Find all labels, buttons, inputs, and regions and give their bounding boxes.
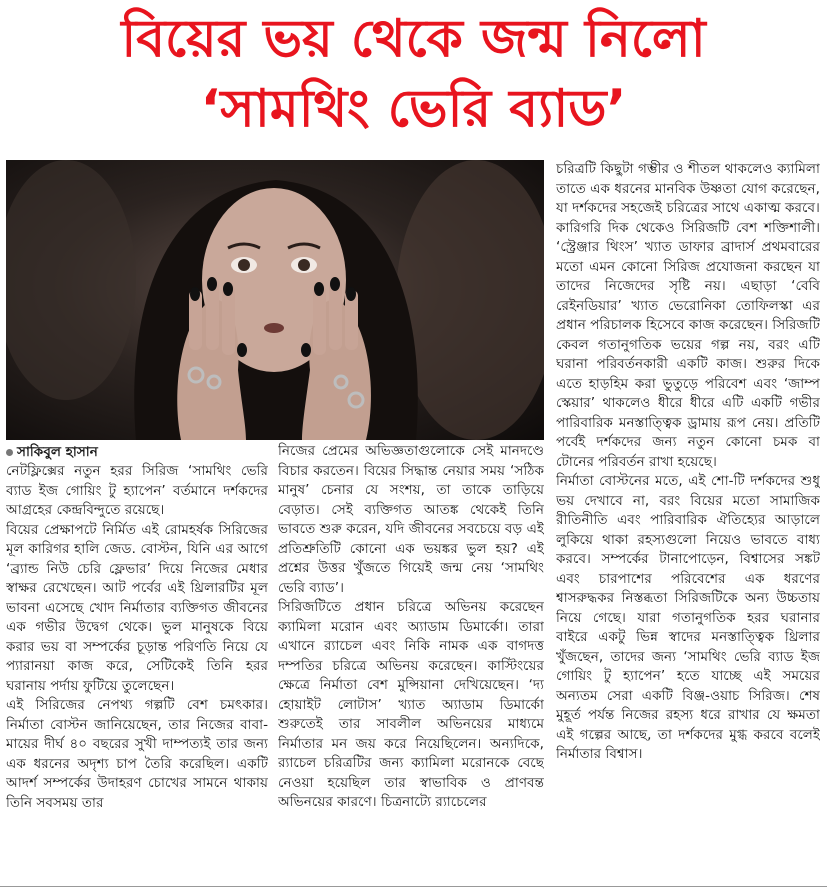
- article-photo: [6, 160, 544, 440]
- paragraph: নেটফ্লিক্সের নতুন হরর সিরিজ ‘সামথিং ভেরি ব্যাড ইজ গোয়িং টু হ্যাপেন’ বর্তমানে দর্শকদের আগ্রহের কেন্দ্রবিন্দুতে রয়েছে।: [6, 463, 268, 518]
- bullet-icon: [6, 449, 13, 456]
- author-byline: [6, 443, 98, 462]
- headline-line-2: ‘সামথিং ভেরি ব্যাড’: [200, 79, 627, 139]
- paragraph: সিরিজটিতে প্রধান চরিত্রে অভিনয় করেছেন ক্যামিলা মরোন এবং অ্যাডাম ডিমার্কো। তারা এখানে র‍্যাচেল এবং নিকি নামক এক বাগদত্ত দম্পতির চরিত্রে অভিনয় করেছেন। কাস্টিংয়ের ক্ষেত্রে নির্মাতা বেশ মুন্সিয়ানা দেখিয়েছেন। ‘দ্য হোয়াইট লোটাস’ খ্যাত অ্যাডাম ডিমার্কো শুরুতেই তার সাবলীল অভিনয়ের মাধ্যমে নির্মাতার মন জয় করে নিয়েছিলেন। অন্যদিকে, র‍্যাচেল চরিত্রটির জন্য ক্যামিলা মরোনকে বেছে নেওয়া হয়েছিল তার স্বাভাবিক ও প্রাণবন্ত অভিনয়ের কারণে। চিত্রনাট্যে র‍্যাচেলের: [278, 599, 544, 810]
- photo-illustration: [6, 160, 544, 440]
- article-column-3: [556, 160, 820, 882]
- paragraph: নিজের প্রেমের অভিজ্ঞতাগুলোকে সেই মানদণ্ডে বিচার করতেন। বিয়ের সিদ্ধান্ত নেয়ার সময় ‘সঠিক মানুষ’ চেনার যে সংশয়, তা তাকে তাড়িয়ে বেড়াত। সেই ব্যক্তিগত আতঙ্ক থেকেই তিনি ভাবতে শুরু করেন, যদি জীবনের সবচেয়ে বড় এই প্রতিশ্রুতিটি কোনো এক ভয়ঙ্কর ভুল হয়? এই প্রশ্নের উত্তর খুঁজতে গিয়েই জন্ম নেয় ‘সামথিং ভেরি ব্যাড’।: [278, 443, 544, 596]
- paragraph: নির্মাতা বোস্টনের মতে, এই শো-টি দর্শকদের শুধু ভয় দেখাবে না, বরং বিয়ের মতো সামাজিক রীতিনীতি এবং পারিবারিক ঐতিহ্যের আড়ালে লুকিয়ে থাকা রহস্যগুলো নিয়েও ভাবতে বাধ্য করবে। সম্পর্কের টানাপোড়েন, বিশ্বাসের সঙ্কট এবং চারপাশের পরিবেশের এক ধরণের শ্বাসরুদ্ধকর নিস্তব্ধতা সিরিজটিকে অন্য উচ্চতায় নিয়ে গেছে। যারা গতানুগতিক হরর ঘরানার বাইরে একটু ভিন্ন স্বাদের মনস্তাত্ত্বিক থ্রিলার খুঁজছেন, তাদের জন্য ‘সামথিং ভেরি ব্যাড ইজ গোয়িং টু হ্যাপেন’ হতে যাচ্ছে এই সময়ের অন্যতম সেরা একটি বিঞ্জ-ওয়াচ সিরিজ। শেষ মুহূর্ত পর্যন্ত নিজের রহস্য ধরে রাখার যে ক্ষমতা এই গল্পের আছে, তা দর্শকদের মুগ্ধ করবে বলেই নির্মাতার বিশ্বাস।: [556, 473, 820, 762]
- headline-line-1: বিয়ের ভয় থেকে জন্ম নিলো: [121, 9, 706, 69]
- paragraph: বিয়ের প্রেক্ষাপটে নির্মিত এই রোমহর্ষক সিরিজের মূল কারিগর হালি জেড. বোস্টন, যিনি এর আগে ‘ব্র্যান্ড নিউ চেরি ফ্লেভার’ দিয়ে নিজের মেধার স্বাক্ষর রেখেছেন। আট পর্বের এই থ্রিলারটির মূল ভাবনা এসেছে খোদ নির্মাতার ব্যক্তিগত জীবনের এক গভীর উদ্বেগ থেকে। ভুল মানুষকে বিয়ে করার ভয় বা সম্পর্কের চূড়ান্ত পরিণতি নিয়ে যে প্যারানয়া কাজ করে, সেটিকেই তিনি হরর ঘরানায় পর্দায় ফুটিয়ে তুলেছেন।: [6, 521, 268, 694]
- paragraph: এই সিরিজের নেপথ্য গল্পটি বেশ চমৎকার। নির্মাতা বোস্টন জানিয়েছেন, তার নিজের বাবা-মায়ের দীর্ঘ ৪০ বছরের সুখী দাম্পত্যই তার জন্য এক ধরনের অদৃশ্য চাপ তৈরি করেছিল। একটি আদর্শ সম্পর্কের উদাহরণ চোখের সামনে থাকায় তিনি সবসময় তার: [6, 697, 268, 811]
- paragraph: কারিগরি দিক থেকেও সিরিজটি বেশ শক্তিশালী। ‘স্ট্রেঞ্জার থিংস’ খ্যাত ডাফার ব্রাদার্স প্রথমবারের মতো এমন কোনো সিরিজ প্রযোজনা করছেন যা তাদের নিজেদের সৃষ্টি নয়। এছাড়া ‘বেবি রেইনডিয়ার’ খ্যাত ভেরোনিকা তোফিলস্কা এর প্রধান পরিচালক হিসেবে কাজ করেছেন। সিরিজটি কেবল গতানুগতিক ভয়ের গল্প নয়, বরং এটি ঘরানা পরিবর্তনকারী একটি কাজ। শুরুর দিকে এতে হাড়হিম করা ভুতুড়ে পরিবেশ এবং ‘জাম্প স্কেয়ার’ থাকলেও ধীরে ধীরে এটি একটি গভীর পারিবারিক মনস্তাত্ত্বিক ড্রামায় রূপ নেয়। প্রতিটি পর্বেই দর্শকদের জন্য নতুন কোনো চমক বা টোনের পরিবর্তন রাখা হয়েছে।: [556, 219, 820, 470]
- bottom-rule: [0, 886, 827, 887]
- article-column-1: [6, 462, 268, 882]
- article-column-2: [278, 442, 544, 882]
- author-name: সাকিবুল হাসান: [17, 444, 98, 460]
- paragraph: চরিত্রটি কিছুটা গম্ভীর ও শীতল থাকলেও ক্যামিলা তাতে এক ধরনের মানবিক উষ্ণতা যোগ করেছেন, যা দর্শকদের সহজেই চরিত্রের সাথে একাত্ম করবে।: [556, 161, 820, 216]
- headline: [0, 4, 827, 144]
